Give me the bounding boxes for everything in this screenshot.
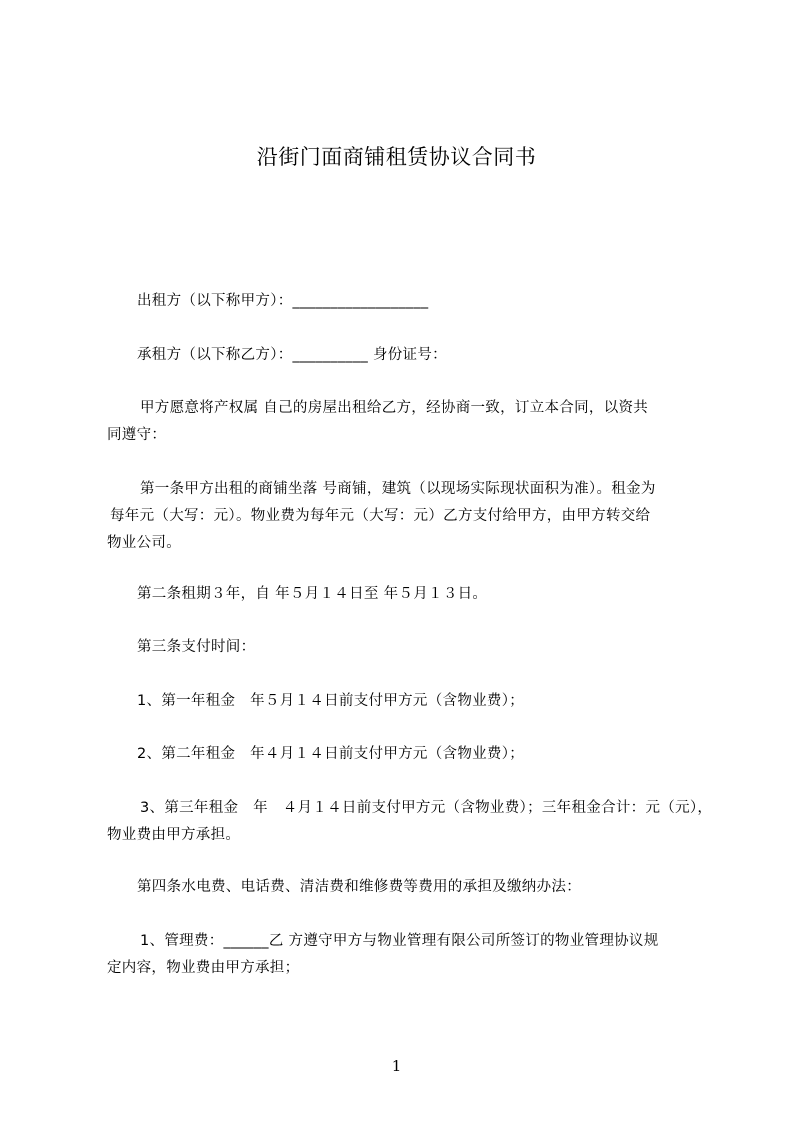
article-3-heading: 第三条支付时间： [137,639,256,655]
article-4-item-1-line-1: 1、管理费：______乙 方遵守甲方与物业管理有限公司所签订的物业管理协议规 [140,933,659,949]
article-3-item-1: 1、第一年租金 年５月１４日前支付甲方元（含物业费）； [137,693,525,709]
document-title: 沿街门面商铺租赁协议合同书 [256,145,537,169]
party-a-line: 出租方（以下称甲方）：__________________ [137,293,429,309]
article-1-line-3: 物业公司。 [107,535,181,551]
page-number: 1 [391,1057,402,1075]
article-3-item-3-line-1: 3、第三年租金 年 ４月１４日前支付甲方元（含物业费）；三年租金合计：元（元）， [140,800,713,816]
article-4-item-1-line-2: 定内容，物业费由甲方承担； [107,960,300,976]
article-3-item-3-line-2: 物业费由甲方承担。 [107,827,241,843]
party-b-line: 承租方（以下称乙方）：__________ 身份证号： [137,347,447,363]
article-4-heading: 第四条水电费、电话费、清洁费和维修费等费用的承担及缴纳办法： [137,879,581,895]
article-3-item-2: 2、第二年租金 年４月１４日前支付甲方元（含物业费）； [137,746,525,762]
intro-line-2: 同遵守： [107,427,167,443]
article-2: 第二条租期３年，自 年５月１４日至 年５月１３日。 [137,586,488,602]
article-1-line-1: 第一条甲方出租的商铺坐落 号商铺，建筑（以现场实际现状面积为准）。租金为 [140,481,656,497]
article-1-line-2: 每年元（大写：元）。物业费为每年元（大写：元）乙方支付给甲方，由甲方转交给 [110,508,651,524]
intro-line-1: 甲方愿意将产权属 自己的房屋出租给乙方，经协商一致，订立本合同，以资共 [140,400,649,416]
